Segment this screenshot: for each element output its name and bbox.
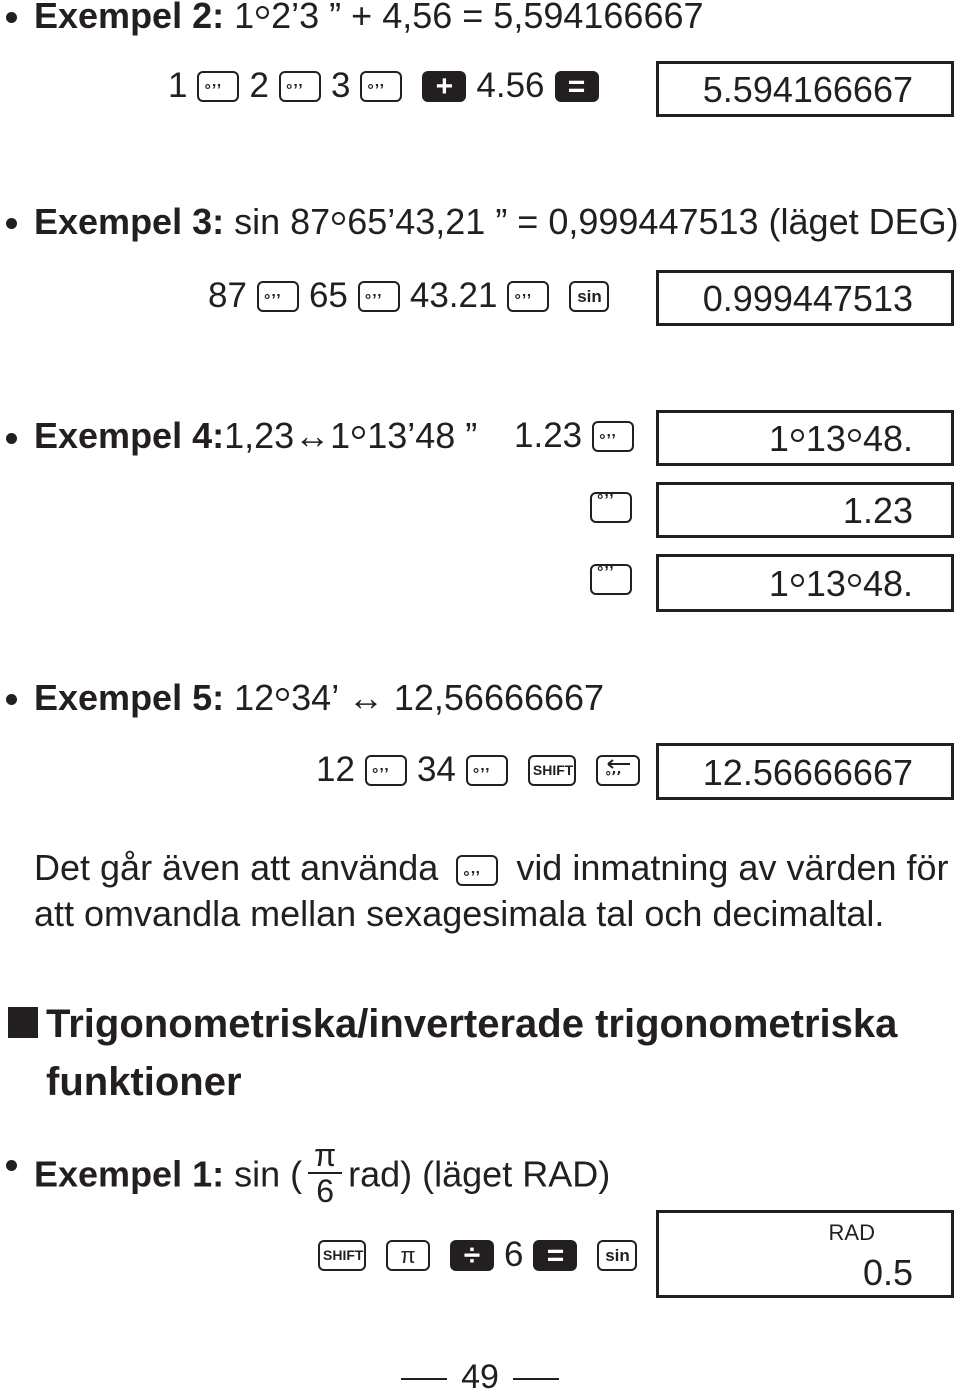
example-1-heading (34, 1137, 611, 1212)
display-value: 0.5 (862, 1252, 913, 1293)
dms-key-icon (592, 421, 634, 452)
note-text: vid inmatning av värden för (516, 847, 949, 888)
example-label: Exempel 2: (34, 0, 225, 36)
footer-dash (513, 1378, 559, 1380)
example-5-keys (316, 750, 650, 790)
degree-symbol (332, 212, 345, 225)
example-4-heading (34, 416, 477, 456)
degree-symbol (791, 574, 804, 587)
sin-key-icon: sin (569, 281, 609, 312)
example-4-keys (514, 416, 644, 456)
bullet (6, 433, 17, 444)
key-number: 34 (416, 750, 456, 789)
section-title-line: funktioner (46, 1060, 242, 1104)
example-label: Exempel 5: (34, 677, 225, 718)
fraction-denominator: 6 (316, 1173, 335, 1209)
bullet (6, 218, 17, 229)
example-3-heading (34, 202, 959, 242)
display-value: 5.594166667 (702, 69, 913, 110)
example-label: Exempel 3: (34, 201, 225, 242)
key-number: 1.23 (514, 416, 583, 455)
display-value: 48. (862, 563, 913, 604)
shift-key-icon: SHIFT (318, 1240, 366, 1271)
dms-key-icon (257, 281, 299, 312)
fraction (308, 1138, 342, 1208)
section-title (46, 1054, 242, 1110)
expr-part: 1 (234, 0, 255, 36)
dms-key-icon (590, 492, 632, 523)
display-value: 1.23 (842, 490, 913, 531)
example-1-keys (318, 1235, 647, 1275)
dms-key-icon (466, 755, 508, 786)
expr-part: 13’48 ” (367, 415, 478, 456)
calculator-display (656, 554, 954, 612)
calculator-display (656, 270, 954, 326)
page-footer (0, 1358, 960, 1397)
equals-key-icon: = (533, 1240, 577, 1271)
display-mode-indicator: RAD (828, 1220, 875, 1245)
page-number: 49 (461, 1358, 499, 1396)
calculator-display (656, 61, 954, 117)
example-3-keys (208, 276, 619, 316)
shift-key-icon: SHIFT (528, 755, 576, 786)
display-value: 13 (805, 418, 846, 459)
display-value: 1 (768, 418, 789, 459)
key-number: 43.21 (409, 276, 498, 315)
expr-part: 1,23↔1 (224, 415, 351, 456)
key-number: 2 (249, 66, 269, 105)
dms-key-icon (360, 71, 402, 102)
expr-part: sin ( (234, 1153, 303, 1195)
expr-part: sin 87 (234, 201, 331, 242)
dms-key-icon (590, 564, 632, 595)
calculator-display (656, 482, 954, 538)
fraction-numerator: π (314, 1137, 337, 1173)
footer-dash (401, 1378, 447, 1380)
section-marker (8, 1007, 38, 1038)
section-title (46, 996, 897, 1052)
calculator-display (656, 743, 954, 800)
svg-text:°’’: °’’ (604, 769, 622, 784)
expr-part: 2’3 ” + 4,56 = 5,594166667 (271, 0, 704, 36)
plus-key-icon: + (422, 71, 466, 102)
example-2-keys (168, 66, 609, 106)
example-label: Exempel 1: (34, 1153, 225, 1195)
note-text: att omvandla mellan sexagesimala tal och decimaltal. (34, 893, 885, 934)
expr-part: 65’43,21 ” = 0,999447513 (läget DEG) (347, 201, 959, 242)
section-title-line: Trigonometriska/inverterade trigonometriska (46, 1002, 898, 1046)
divide-key-icon: ÷ (450, 1240, 494, 1271)
dms-key-icon (365, 755, 407, 786)
calculator-display (656, 410, 954, 466)
bullet (6, 1160, 17, 1171)
key-number: 65 (308, 276, 348, 315)
degree-symbol (848, 429, 861, 442)
example-label: Exempel 4: (34, 415, 225, 456)
dms-reverse-key-icon (596, 755, 640, 786)
pi-key-icon: π (386, 1240, 430, 1271)
display-value: 13 (805, 563, 846, 604)
equals-key-icon: = (555, 71, 599, 102)
dms-key-icon (197, 71, 239, 102)
key-number: 87 (208, 276, 247, 315)
example-2-heading (34, 0, 704, 36)
note-text: Det går även att använda (34, 847, 439, 888)
example-5-heading (34, 678, 604, 718)
expr-part: 34’ ↔ 12,56666667 (291, 677, 605, 718)
calculator-display (656, 1210, 954, 1298)
bullet (6, 694, 17, 705)
note-paragraph (34, 845, 949, 937)
key-number: 1 (168, 66, 188, 105)
degree-symbol (352, 426, 365, 439)
dms-key-icon (456, 855, 498, 886)
degree-symbol (256, 6, 269, 19)
degree-symbol (791, 429, 804, 442)
degree-symbol (848, 574, 861, 587)
key-number: 12 (316, 750, 355, 789)
expr-part: 12 (234, 677, 275, 718)
sin-key-icon: sin (597, 1240, 637, 1271)
dms-key-icon (507, 281, 549, 312)
key-number: 4.56 (476, 66, 545, 105)
key-number: 6 (504, 1235, 524, 1274)
display-value: 0.999447513 (702, 278, 913, 319)
key-number: 3 (330, 66, 351, 105)
display-value: 48. (862, 418, 913, 459)
display-value: 12.56666667 (702, 752, 913, 793)
dms-key-icon (279, 71, 321, 102)
dms-key-icon (358, 281, 400, 312)
bullet (6, 12, 17, 23)
display-value: 1 (768, 563, 789, 604)
degree-symbol (276, 688, 289, 701)
expr-part: rad) (läget RAD) (348, 1153, 611, 1195)
